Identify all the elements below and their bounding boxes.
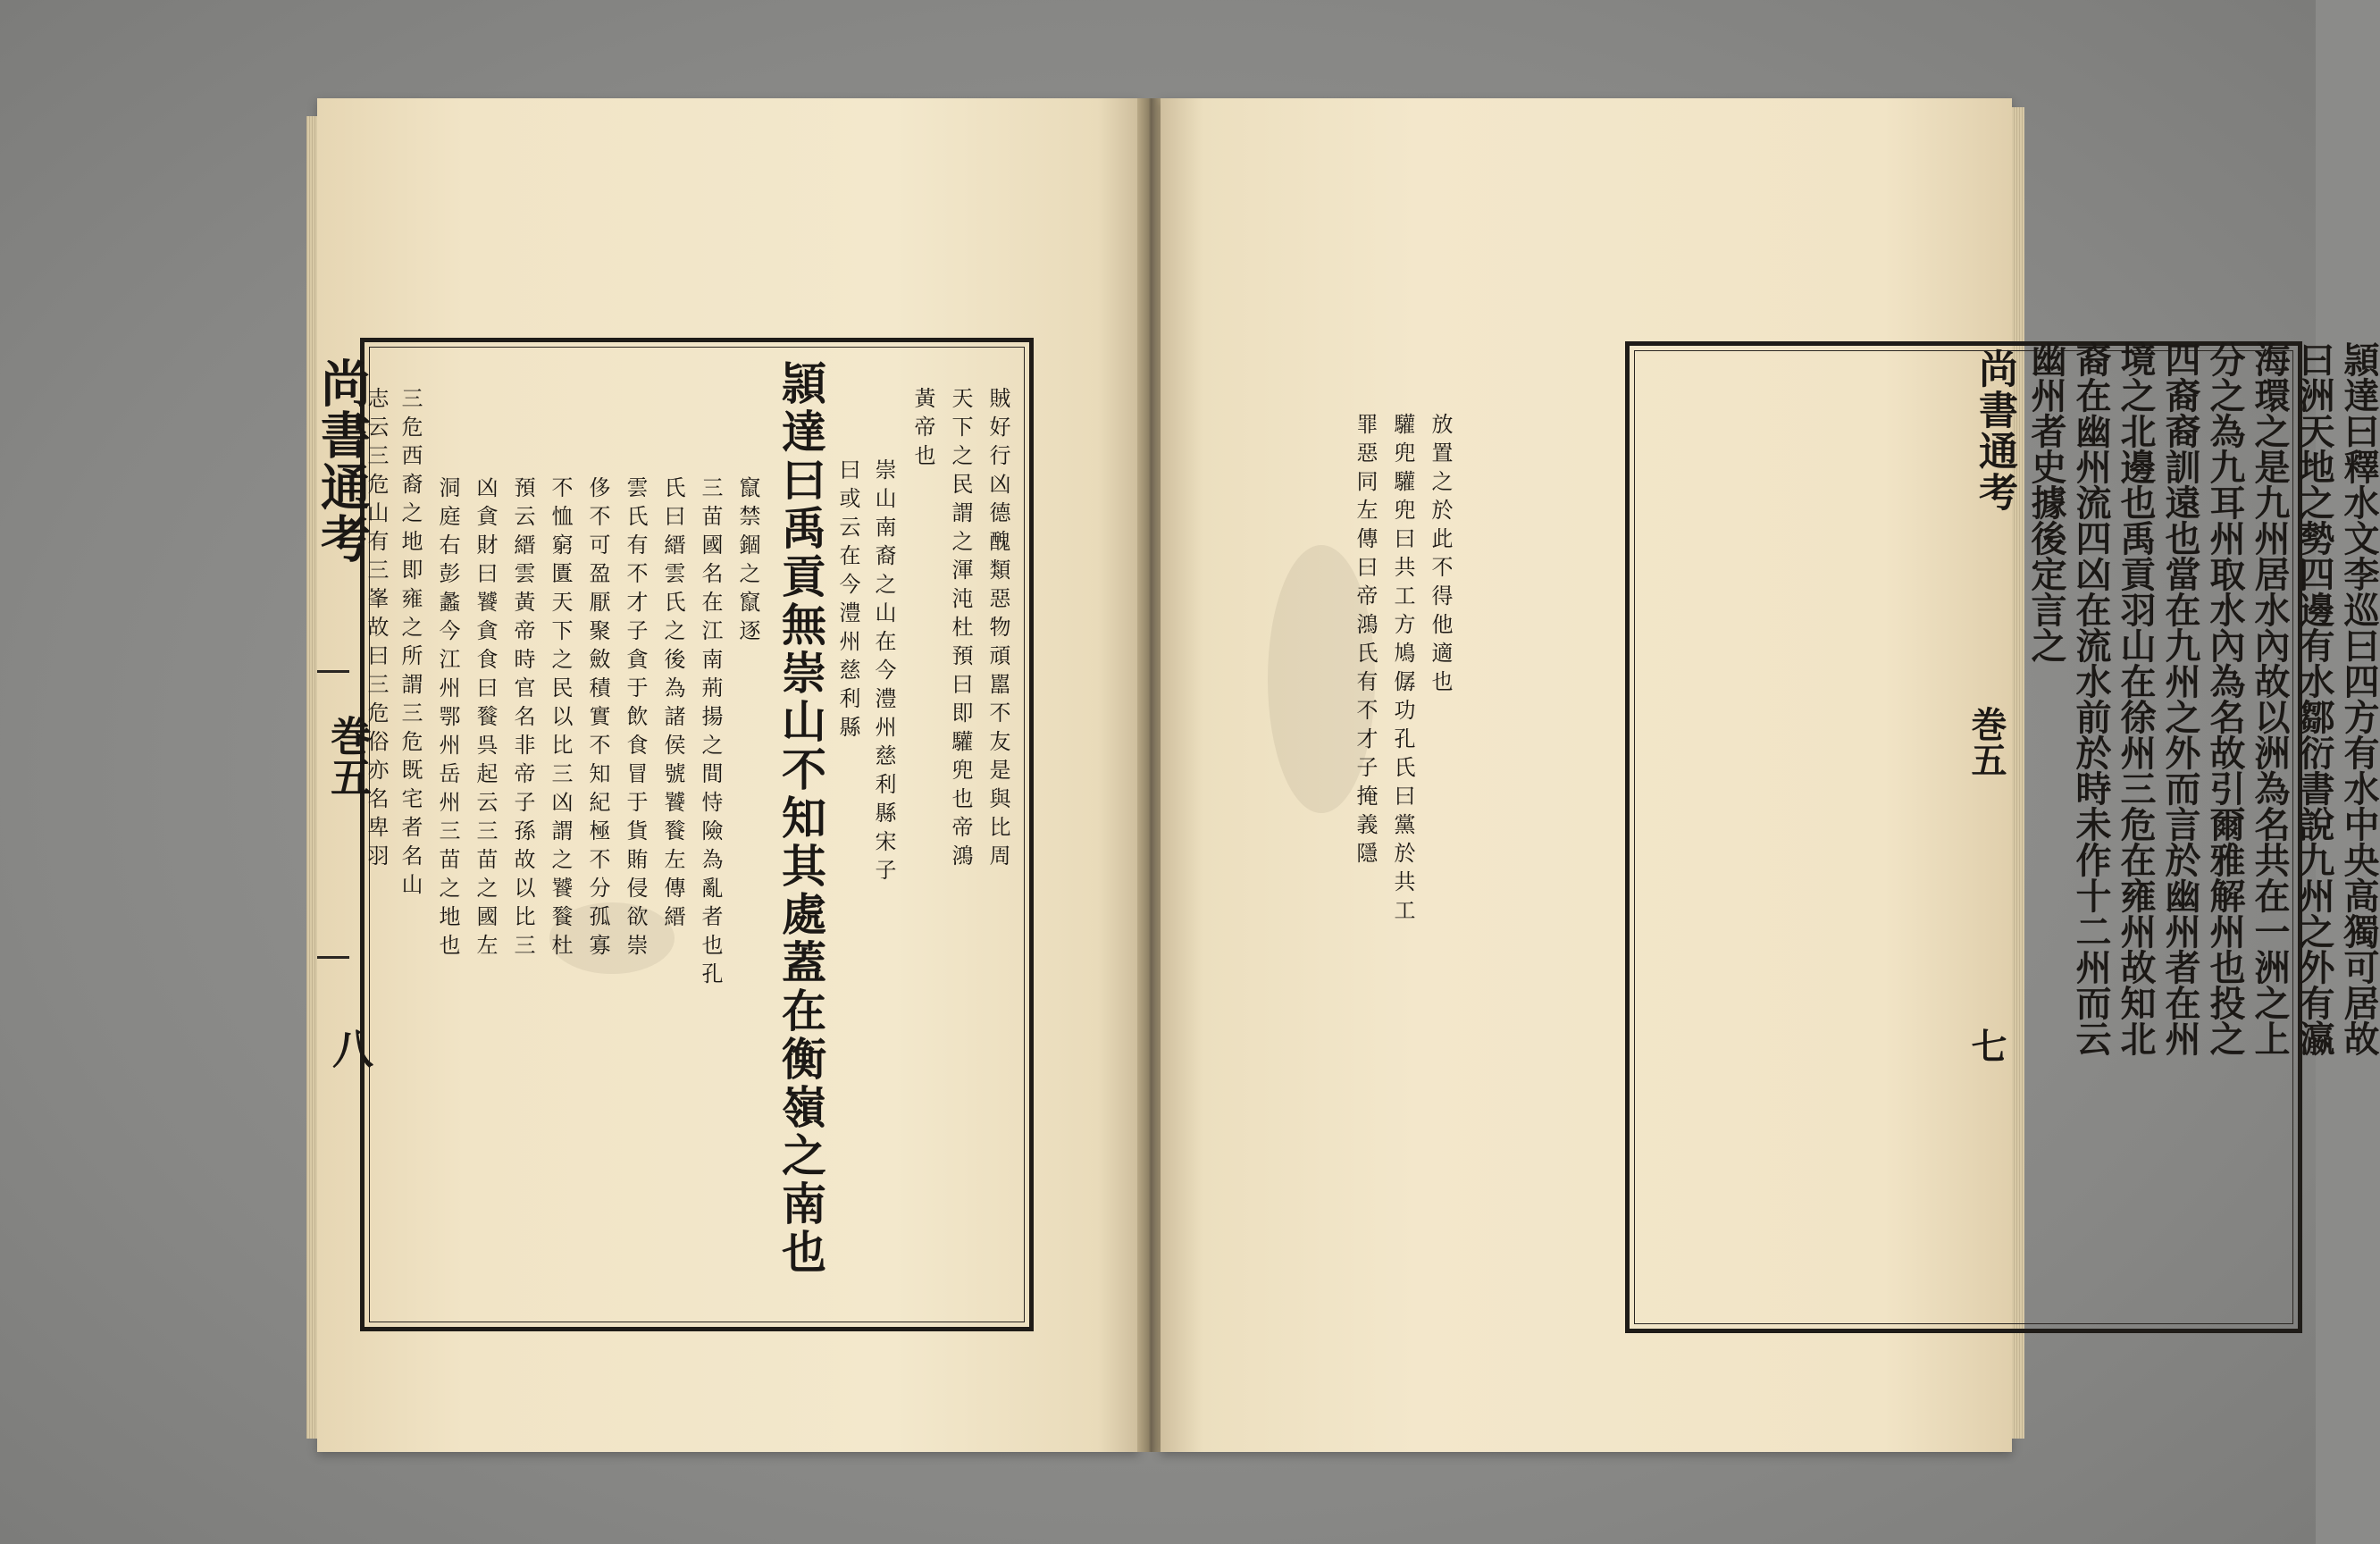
right-annotation-area (1178, 341, 1847, 1324)
left-column-4: 崇山南裔之山在今澧州慈利縣宋子 (871, 458, 896, 887)
left-column-6: 頴達曰禹貢無崇山不知其處蓋在衡嶺之南也 (775, 360, 827, 1277)
left-column-2: 天下之民謂之渾沌杜預曰即驩兜也帝鴻 (948, 387, 973, 873)
right-folio-number: 七 (1965, 1028, 2007, 1063)
left-column-9: 氏曰縉雲氏之後為諸侯號饕餮左傳縉 (660, 476, 685, 934)
left-column-13: 預云縉雲黃帝時官名非帝子孫故以比三 (510, 476, 535, 962)
left-column-5: 曰或云在今澧州慈利縣 (835, 458, 860, 744)
right-margin-title: 尚書通考 (1972, 348, 2017, 513)
left-column-3: 黃帝也 (910, 387, 935, 473)
right-column-9: 放置之於此不得他適也 (1428, 413, 1453, 699)
right-column-10: 驩兜驩兜曰共工方鳩僝功孔氏曰黨於共工 (1390, 413, 1415, 927)
left-column-10: 雲氏有不才子貪于飲食冒于貨賄侵欲崇 (623, 476, 648, 962)
right-column-11: 罪惡同左傳曰帝鴻氏有不才子掩義隱 (1353, 413, 1378, 870)
left-fish-tail-bottom (317, 956, 349, 959)
right-page (1161, 98, 2380, 1452)
right-column-7: 裔在幽州流四凶在流水前於時未作十二州而云 (2070, 341, 2112, 1056)
left-folio-number: 八 (326, 1028, 374, 1069)
right-column-5: 四裔裔訓遠也當在九州之外而言於幽州者在州 (2159, 341, 2201, 1056)
left-column-11: 侈不可盈厭聚斂積實不知紀極不分孤寡 (585, 476, 610, 962)
right-column-2: 曰洲天地之勢四邊有水鄒衍書說九州之外有瀛 (2293, 341, 2335, 1056)
left-volume-mark: 巻五 (324, 715, 373, 797)
right-column-6: 境之北邊也禹貢羽山在徐州三危在雍州故知北 (2115, 341, 2157, 1056)
left-page-edge (306, 116, 317, 1439)
open-book (313, 98, 2380, 1452)
left-column-1: 賊好行凶德醜類惡物頑嚚不友是與比周 (985, 387, 1010, 873)
left-text-frame (360, 338, 1034, 1331)
left-column-7: 竄禁錮之竄逐 (735, 476, 760, 648)
left-column-16: 三危西裔之地即雍之所謂三危既宅者名山 (398, 387, 423, 902)
left-page (313, 98, 1139, 1452)
left-column-8: 三苗國名在江南荊揚之間恃險為亂者也孔 (698, 476, 723, 991)
left-column-12: 不恤窮匱天下之民以比三凶謂之饕餮杜 (548, 476, 573, 962)
left-column-15: 洞庭右彭蠡今江州鄂州岳州三苗之地也 (435, 476, 460, 962)
left-column-14: 凶貪財曰饕貪食曰餮呉起云三苗之國左 (473, 476, 498, 962)
right-column-8: 幽州者史據後定言之 (2025, 341, 2067, 663)
right-volume-mark: 巻五 (1965, 706, 2007, 777)
left-column-17: 志云三危山有三峯故曰三危俗亦名卑羽 (364, 387, 389, 873)
left-fish-tail-top (317, 670, 349, 673)
book-gutter (1137, 98, 1162, 1452)
right-column-1: 頴達曰釋水文李巡曰四方有水中央高獨可居故 (2338, 341, 2380, 1056)
right-column-3: 海環之是九州居水內故以洲為名共在一洲之上 (2249, 341, 2291, 1056)
left-margin-title: 尚書通考 (313, 357, 372, 565)
right-column-4: 分之為九耳州取水內為名故引爾雅解州也投之 (2204, 341, 2246, 1056)
